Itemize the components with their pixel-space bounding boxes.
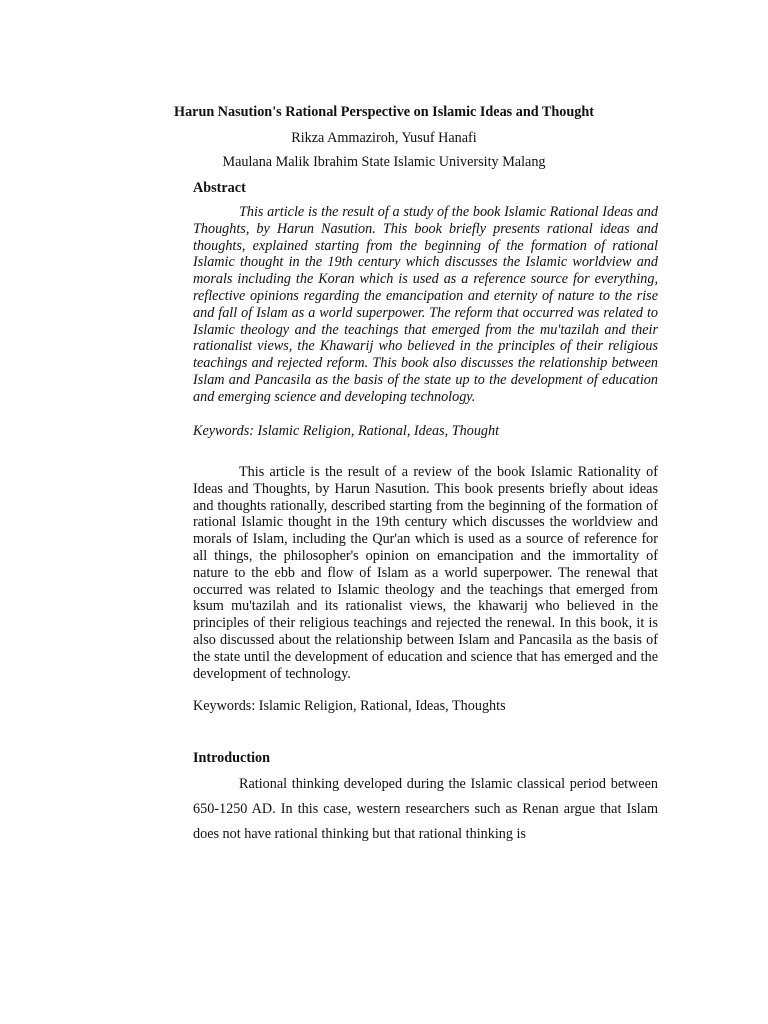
introduction-body: Rational thinking developed during the Islamic classical period between 650-1250 AD. In this case, western researchers such as Renan argue that Islam does not have rational thinking but that rational thinking is xyxy=(193,776,658,843)
review-keywords: Keywords: Islamic Religion, Rational, Ideas, Thoughts xyxy=(193,698,506,714)
paper-title: Harun Nasution's Rational Perspective on Islamic Ideas and Thought xyxy=(174,104,594,120)
paper-authors: Rikza Ammaziroh, Yusuf Hanafi xyxy=(291,130,477,146)
abstract-keywords: Keywords: Islamic Religion, Rational, Ideas, Thought xyxy=(193,423,500,439)
review-body: This article is the result of a review of the book Islamic Rationality of Ideas and Thoughts, by Harun Nasution. This book presents briefly about ideas and thoughts rationally, described starting from the beginning of the formation of rational Islamic thought in the 19th century which discusses the worldview and morals of Islam, including the Qur'an which is used as a source of reference for all things, the philosopher's opinion on emancipation and the immortality of nature to the ebb and flow of Islam as a world superpower. The renewal that occurred was related to Islamic theology and the teachings that emerged from ksum mu'tazilah and its rationalist views, the khawarij who believed in the principles of their religious teachings and rejected the renewal. In this book, it is also discussed about the relationship between Islam and Pancasila as the basis of the state until the development of education and science that has emerged and the development of technology. xyxy=(193,464,658,682)
abstract-heading: Abstract xyxy=(193,180,246,196)
introduction-heading: Introduction xyxy=(193,750,270,766)
paper-affiliation: Maulana Malik Ibrahim State Islamic University Malang xyxy=(222,154,546,170)
abstract-body: This article is the result of a study of the book Islamic Rational Ideas and Thoughts, by Harun Nasution. This book briefly presents rational ideas and thoughts, explained starting from the beginning of the formation of rational Islamic thought in the 19th century which discusses the Islamic worldview and morals including the Koran which is used as a reference source for everything, reflective opinions regarding the emancipation and eternity of nature to the rise and fall of Islam as a world superpower. The reform that occurred was related to Islamic theology and the teachings that emerged from the mu'tazilah and their rationalist views, the Khawarij who believed in the principles of their religious teachings and rejected reform. This book also discusses the relationship between Islam and Pancasila as the basis of the state up to the development of education and emerging science and developing technology. xyxy=(193,204,658,405)
